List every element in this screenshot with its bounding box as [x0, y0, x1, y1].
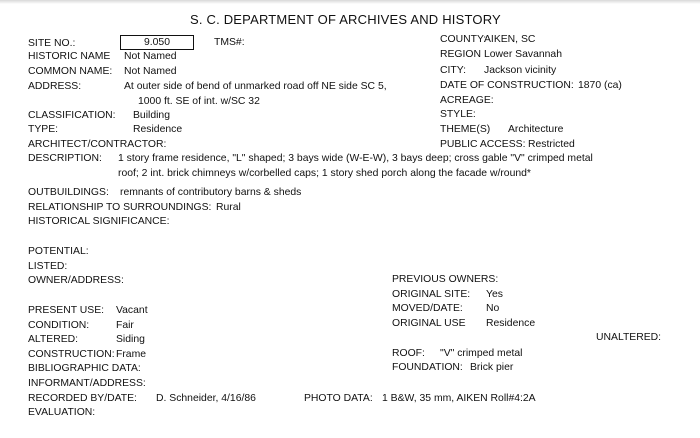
acreage-label: ACREAGE: — [440, 95, 494, 106]
construction-label: CONSTRUCTION: — [28, 349, 115, 360]
themes-label: THEME(S) — [440, 124, 491, 135]
moved-date-value: No — [486, 303, 500, 314]
public-access-label: PUBLIC ACCESS: — [440, 139, 526, 150]
address-line-2: 1000 ft. SE of int. w/SC 32 — [138, 96, 260, 107]
address-label: ADDRESS: — [28, 81, 82, 92]
altered-value: Siding — [116, 334, 145, 345]
county-value: AIKEN, SC — [484, 34, 536, 45]
form-title: S. C. DEPARTMENT OF ARCHIVES AND HISTORY — [190, 12, 501, 27]
common-name-value: Not Named — [124, 66, 177, 77]
style-label: STYLE: — [440, 109, 476, 120]
description-line-1: 1 story frame residence, "L" shaped; 3 bays wide (W-E-W), 3 bays deep; cross gable "V" crimped metal — [118, 153, 593, 164]
original-site-label: ORIGINAL SITE: — [392, 289, 471, 300]
moved-date-label: MOVED/DATE: — [392, 303, 463, 314]
potential-label: POTENTIAL: — [28, 246, 89, 257]
site-no-value: 9.050 — [120, 35, 194, 50]
informant-label: INFORMANT/ADDRESS: — [28, 378, 146, 389]
classification-label: CLASSIFICATION: — [28, 110, 116, 121]
previous-owners-label: PREVIOUS OWNERS: — [392, 274, 499, 285]
county-label: COUNTY: — [440, 34, 487, 45]
present-use-value: Vacant — [116, 305, 148, 316]
recorded-label: RECORDED BY/DATE: — [28, 393, 137, 404]
altered-label: ALTERED: — [28, 334, 79, 345]
classification-value: Building — [133, 110, 170, 121]
photo-data-label: PHOTO DATA: — [304, 393, 373, 404]
description-line-2: roof; 2 int. brick chimneys w/corbelled caps; 1 story shed porch along the facade w/round* — [118, 168, 531, 179]
foundation-value: Brick pier — [470, 362, 514, 373]
public-access-value: Restricted — [528, 139, 575, 150]
recorded-value: D. Schneider, 4/16/86 — [156, 393, 256, 404]
evaluation-label: EVALUATION: — [28, 407, 96, 418]
address-line-1: At outer side of bend of unmarked road off NE side SC 5, — [124, 81, 387, 92]
type-label: TYPE: — [28, 124, 59, 135]
foundation-label: FOUNDATION: — [392, 362, 463, 373]
condition-value: Fair — [116, 320, 134, 331]
themes-value: Architecture — [508, 124, 564, 135]
bibliographic-label: BIBLIOGRAPHIC DATA: — [28, 363, 141, 374]
outbuildings-label: OUTBUILDINGS: — [28, 187, 109, 198]
description-label: DESCRIPTION: — [28, 153, 102, 164]
original-use-label: ORIGINAL USE — [392, 318, 466, 329]
date-construction-label: DATE OF CONSTRUCTION: — [440, 80, 574, 91]
condition-label: CONDITION: — [28, 320, 90, 331]
historical-significance-label: HISTORICAL SIGNIFICANCE: — [28, 216, 170, 227]
outbuildings-value: remnants of contributory barns & sheds — [120, 187, 302, 198]
construction-value: Frame — [116, 349, 147, 360]
unaltered-label: UNALTERED: — [596, 332, 662, 343]
original-use-value: Residence — [486, 318, 536, 329]
listed-label: LISTED: — [28, 261, 68, 272]
date-construction-value: 1870 (ca) — [578, 80, 622, 91]
common-name-label: COMMON NAME: — [28, 66, 113, 77]
city-value: Jackson vicinity — [484, 65, 557, 76]
historic-name-label: HISTORIC NAME — [28, 51, 111, 62]
historic-name-value: Not Named — [124, 51, 177, 62]
site-no-label: SITE NO.: — [28, 38, 76, 49]
roof-value: "V" crimped metal — [440, 348, 523, 359]
type-value: Residence — [133, 124, 183, 135]
region-value: Lower Savannah — [484, 49, 562, 60]
original-site-value: Yes — [486, 289, 503, 300]
region-label: REGION — [440, 49, 481, 60]
photo-data-value: 1 B&W, 35 mm, AIKEN Roll#4:2A — [382, 393, 536, 404]
roof-label: ROOF: — [392, 348, 425, 359]
relationship-label: RELATIONSHIP TO SURROUNDINGS: — [28, 202, 212, 213]
scan-edge-shadow — [0, 0, 700, 4]
owner-address-label: OWNER/ADDRESS: — [28, 275, 124, 286]
present-use-label: PRESENT USE: — [28, 305, 105, 316]
architect-label: ARCHITECT/CONTRACTOR: — [28, 139, 167, 150]
city-label: CITY: — [440, 65, 466, 76]
tms-label: TMS#: — [214, 37, 245, 48]
relationship-value: Rural — [216, 202, 241, 213]
